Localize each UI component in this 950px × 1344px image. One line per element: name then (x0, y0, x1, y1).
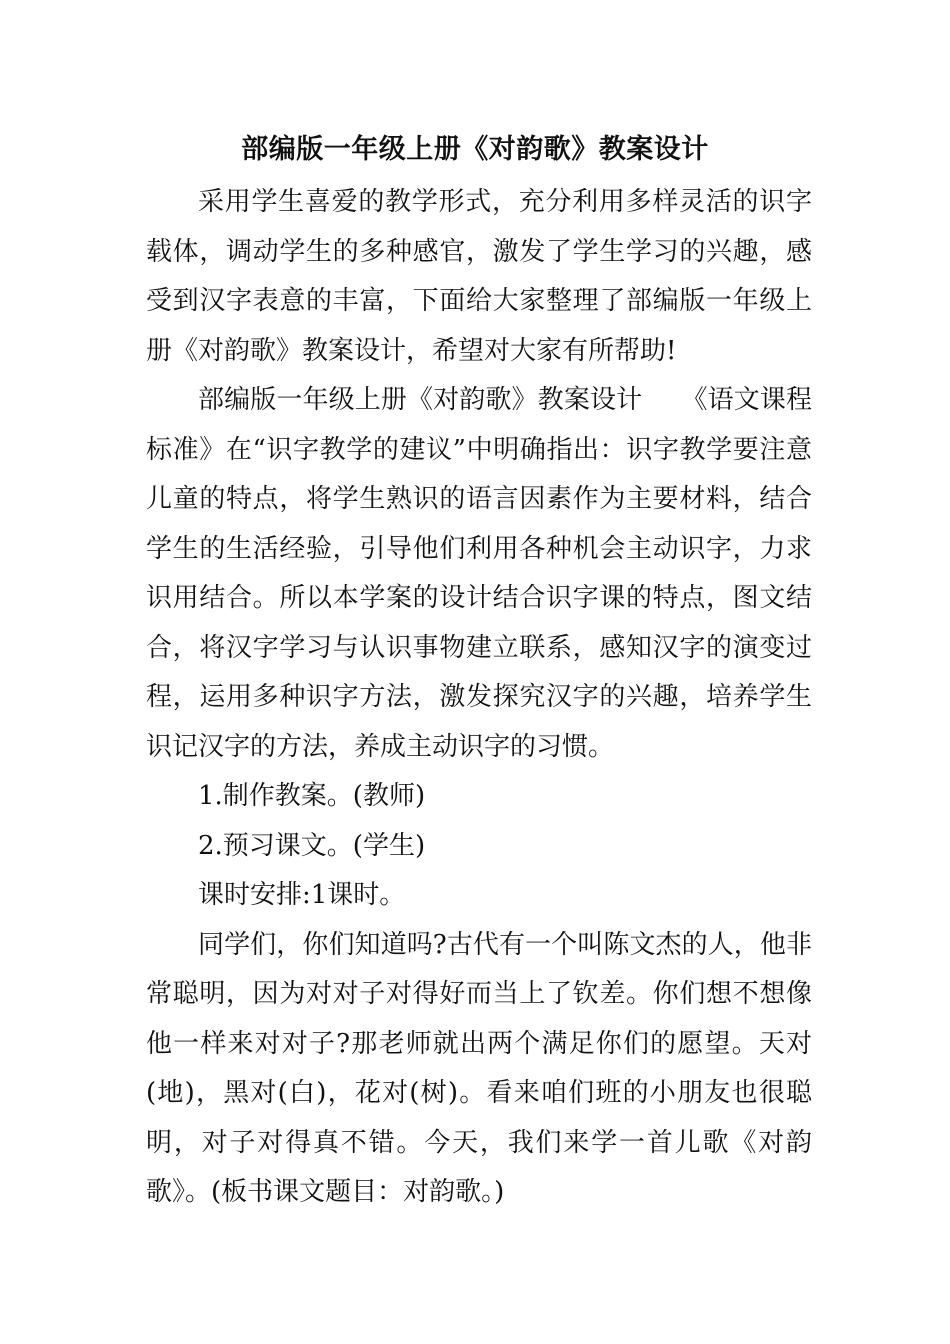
document-body (146, 178, 812, 1218)
paragraph-prep-student: 2.预习课文。(学生) (198, 830, 426, 861)
paragraph-curriculum: 部编版一年级上册《对韵歌》教案设计 《语文课程标准》在“识字教学的建议”中明确指出：识字教学要注意儿童的特点，将学生熟识的语言因素作为主要材料，结合学生的生活经验，引导他们利用各种机会主动识字，力求识用结合。所以本学案的设计结合识字课的特点，图文结合，将汉字学习与认识事物建立联系，感知汉字的演变过程，运用多种识字方法，激发探究汉字的兴趣，培养学生识记汉字的方法，养成主动识字的习惯。 (146, 385, 812, 762)
document-title: 部编版一年级上册《对韵歌》教案设计 (241, 134, 709, 165)
paragraph-prep-teacher: 1.制作教案。(教师) (198, 781, 426, 811)
paragraph-intro: 采用学生喜爱的教学形式，充分利用多样灵活的识字载体，调动学生的多种感官，激发了学生学习的兴趣，感受到汉字表意的丰富，下面给大家整理了部编版一年级上册《对韵歌》教案设计，希望对大家有所帮助! (146, 187, 812, 366)
paragraph-lesson-intro: 同学们，你们知道吗?古代有一个叫陈文杰的人，他非常聪明，因为对对子对得好而当上了钦差。你们想不想像他一样来对对子?那老师就出两个满足你们的愿望。天对(地)，黑对(白)，花对(树)。看来咱们班的小朋友也很聪明，对子对得真不错。今天，我们来学一首儿歌《对韵歌》。(板书课文题目：对韵歌。) (146, 929, 812, 1207)
paragraph-schedule: 课时安排:1课时。 (198, 880, 406, 910)
